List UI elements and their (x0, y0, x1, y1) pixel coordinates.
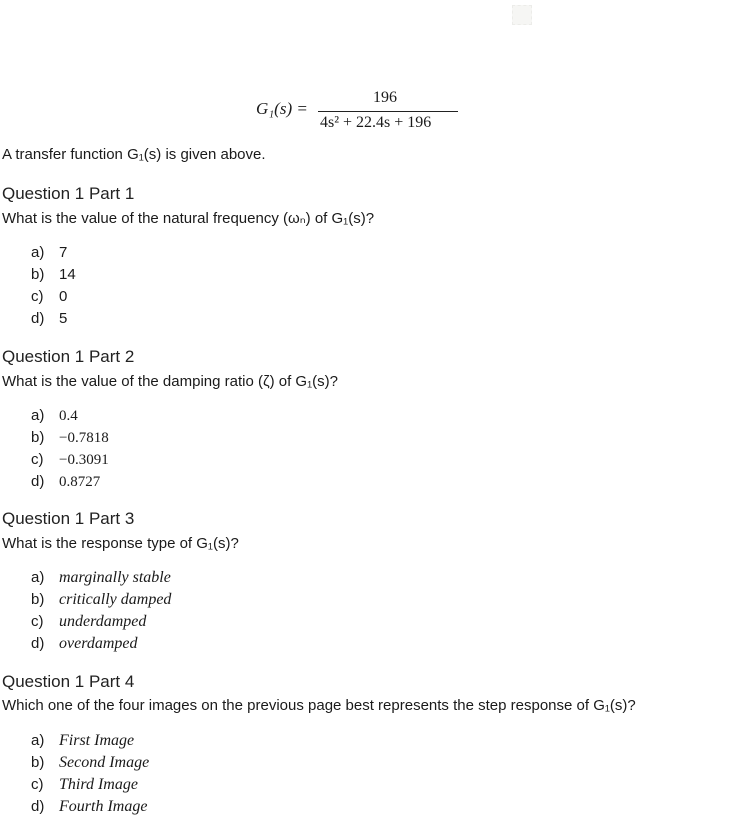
equation-denominator: 4s² + 22.4s + 196 (320, 114, 432, 131)
question-heading: Question 1 Part 2 (2, 347, 135, 366)
option-value: marginally stable (59, 569, 171, 586)
option (31, 569, 171, 587)
option (31, 754, 149, 772)
question-heading: Question 1 Part 3 (2, 509, 135, 528)
question-text: Which one of the four images on the previous page best represents the step response of G₁(s)? (2, 697, 636, 714)
option-letter: d) (31, 310, 45, 327)
intro-text: A transfer function G₁(s) is given above. (2, 146, 266, 163)
option (31, 473, 100, 491)
option-value: overdamped (59, 635, 138, 652)
fraction-bar (318, 111, 458, 112)
option-value: 7 (59, 244, 68, 261)
scan-artifact (512, 5, 532, 25)
option-letter: b) (31, 754, 45, 771)
option-letter: a) (31, 244, 45, 261)
option (31, 266, 76, 283)
option-letter: b) (31, 591, 45, 608)
option-letter: a) (31, 569, 45, 586)
option (31, 429, 109, 447)
option (31, 635, 138, 653)
question-text: What is the value of the natural frequency (ωₙ) of G₁(s)? (2, 210, 375, 227)
question-text: What is the response type of G₁(s)? (2, 535, 239, 552)
option-letter: c) (31, 451, 44, 468)
option-value: underdamped (59, 613, 147, 630)
option-value: 5 (59, 310, 68, 327)
option-value: Fourth Image (59, 798, 148, 815)
option-value: 0.8727 (59, 474, 101, 490)
option-letter: c) (31, 776, 44, 793)
option-letter: d) (31, 635, 45, 652)
option (31, 776, 138, 794)
option (31, 407, 78, 425)
option-value: −0.7818 (59, 430, 109, 446)
question-heading: Question 1 Part 1 (2, 184, 135, 203)
option-value: Third Image (59, 776, 138, 793)
option-letter: b) (31, 266, 45, 283)
equation-numerator: 196 (373, 89, 397, 106)
option (31, 591, 171, 609)
option (31, 451, 109, 469)
option-value: 14 (59, 266, 76, 283)
equation-lhs: G₁(s) = (256, 99, 308, 118)
option-letter: a) (31, 407, 45, 424)
option-letter: b) (31, 429, 45, 446)
option-value: 0.4 (59, 408, 78, 424)
option-value: critically damped (59, 591, 172, 608)
option-letter: c) (31, 288, 44, 305)
option-letter: d) (31, 798, 45, 815)
option-letter: c) (31, 613, 44, 630)
option (31, 310, 67, 327)
option (31, 613, 146, 631)
option (31, 244, 67, 261)
option-value: First Image (59, 732, 135, 749)
option-letter: a) (31, 732, 45, 749)
question-text: What is the value of the damping ratio (ζ) of G₁(s)? (2, 373, 338, 390)
question-heading: Question 1 Part 4 (2, 672, 135, 691)
option-value: −0.3091 (59, 452, 109, 468)
option (31, 288, 67, 305)
option (31, 798, 147, 816)
option-value: 0 (59, 288, 68, 305)
option-letter: d) (31, 473, 45, 490)
option (31, 732, 134, 750)
option-value: Second Image (59, 754, 150, 771)
